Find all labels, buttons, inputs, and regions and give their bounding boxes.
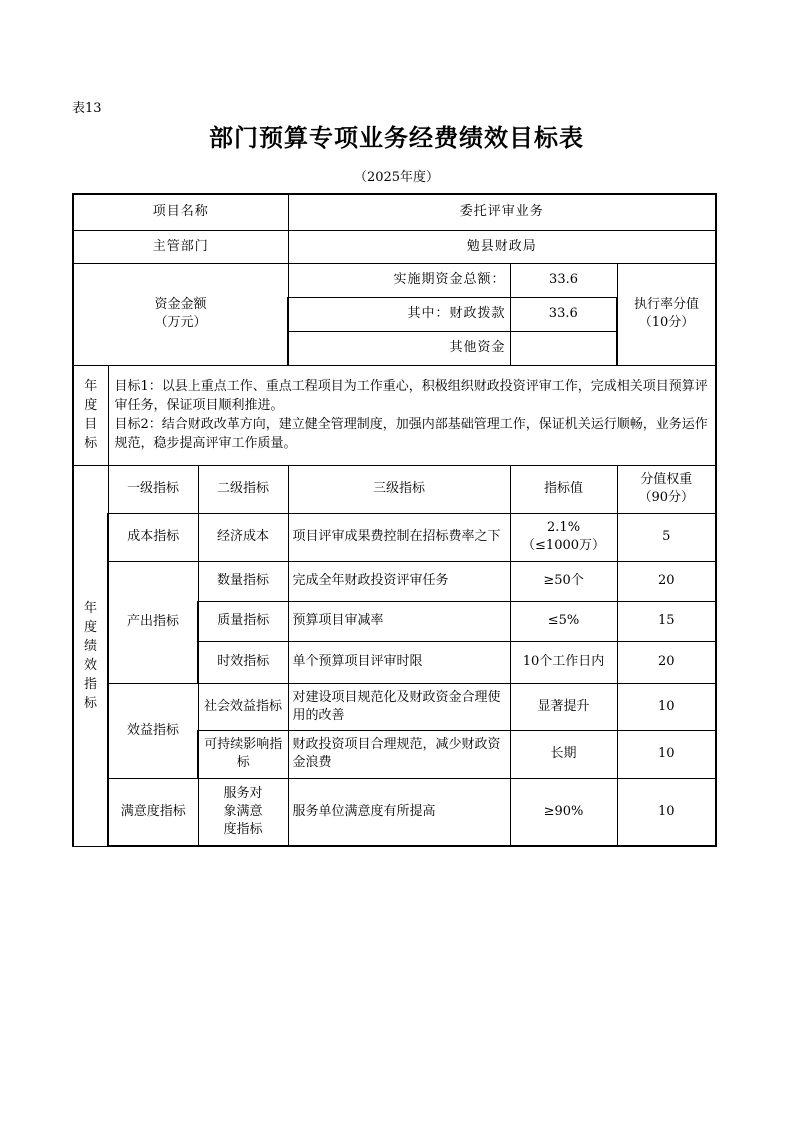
output-level1: 产出指标 xyxy=(108,561,198,683)
output-weight: 15 xyxy=(617,601,716,641)
header-weight: 分值权重 （90分） xyxy=(617,465,716,513)
indicator-header-row xyxy=(73,465,716,513)
benefit-level3: 对建设项目规范化及财政资金合理使用的改善 xyxy=(288,683,510,730)
cost-value: 2.1% （≤1000万） xyxy=(510,513,617,561)
funds-label-line1: 资金金额 xyxy=(154,297,207,312)
department-label: 主管部门 xyxy=(73,230,288,263)
fiscal-year-note: （2025年度） xyxy=(353,170,440,185)
output-value: ≤5% xyxy=(510,601,617,641)
satisfaction-level2: 服务对象满意度指标 xyxy=(198,778,288,846)
benefit-level2: 社会效益指标 xyxy=(198,683,288,730)
benefit-weight: 10 xyxy=(617,730,716,778)
table-row xyxy=(73,778,716,846)
satisfaction-level1: 满意度指标 xyxy=(108,778,198,846)
execution-rate-line1: 执行率分值 xyxy=(634,297,700,312)
output-weight: 20 xyxy=(617,641,716,683)
table-row xyxy=(73,683,716,730)
annual-goal-1: 目标1：以县上重点工作、重点工程项目为工作重心，积极组织财政投资评审工作，完成相关项目预算评审任务，保证项目顺利推进。 xyxy=(114,379,708,413)
performance-target-table xyxy=(72,193,717,847)
funds-other-label: 其他资金 xyxy=(288,331,510,365)
output-value: ≥50个 xyxy=(510,561,617,601)
funds-amount-label xyxy=(73,263,288,365)
department-value: 勉县财政局 xyxy=(288,230,716,263)
annual-goal-row xyxy=(73,365,716,465)
header-value: 指标值 xyxy=(510,465,617,513)
satisfaction-level3: 服务单位满意度有所提高 xyxy=(288,778,510,846)
funds-fiscal-label: 其中：财政拨款 xyxy=(288,297,510,331)
output-level2: 质量指标 xyxy=(198,601,288,641)
project-name-row xyxy=(73,194,716,230)
header-level1: 一级指标 xyxy=(108,465,198,513)
output-weight: 20 xyxy=(617,561,716,601)
satisfaction-value: ≥90% xyxy=(510,778,617,846)
output-level3: 完成全年财政投资评审任务 xyxy=(288,561,510,601)
cost-level1: 成本指标 xyxy=(108,513,198,561)
cost-weight: 5 xyxy=(617,513,716,561)
benefit-level1: 效益指标 xyxy=(108,683,198,778)
benefit-weight: 10 xyxy=(617,683,716,730)
annual-goal-2: 目标2：结合财政改革方向，建立健全管理制度，加强内部基础管理工作，保证机关运行顺畅，业务运作规范，稳步提高评审工作质量。 xyxy=(114,417,708,451)
page-title: 部门预算专项业务经费绩效目标表 xyxy=(209,123,584,152)
execution-rate-line2: （10分） xyxy=(638,315,695,330)
benefit-level3: 财政投资项目合理规范，减少财政资金浪费 xyxy=(288,730,510,778)
output-level2: 数量指标 xyxy=(198,561,288,601)
table-row xyxy=(73,513,716,561)
cost-level2: 经济成本 xyxy=(198,513,288,561)
funds-total-row xyxy=(73,263,716,297)
output-level2: 时效指标 xyxy=(198,641,288,683)
funds-label-line2: （万元） xyxy=(154,315,207,330)
project-name-label: 项目名称 xyxy=(73,194,288,230)
benefit-value: 长期 xyxy=(510,730,617,778)
funds-total-value: 33.6 xyxy=(510,263,617,297)
table-number-label: 表13 xyxy=(72,101,102,116)
department-row xyxy=(73,230,716,263)
benefit-level2: 可持续影响指标 xyxy=(198,730,288,778)
execution-rate-score xyxy=(617,263,716,365)
annual-goal-label: 年度目标 xyxy=(73,365,108,465)
funds-other-value xyxy=(510,331,617,365)
table-row xyxy=(73,561,716,601)
benefit-value: 显著提升 xyxy=(510,683,617,730)
cost-level3: 项目评审成果费控制在招标费率之下 xyxy=(288,513,510,561)
funds-fiscal-value: 33.6 xyxy=(510,297,617,331)
header-level2: 二级指标 xyxy=(198,465,288,513)
project-name-value: 委托评审业务 xyxy=(288,194,716,230)
annual-performance-indicator-label: 年度绩效指标 xyxy=(73,465,108,846)
satisfaction-weight: 10 xyxy=(617,778,716,846)
header-level3: 三级指标 xyxy=(288,465,510,513)
funds-total-label: 实施期资金总额： xyxy=(288,263,510,297)
output-value: 10个工作日内 xyxy=(510,641,617,683)
output-level3: 单个预算项目评审时限 xyxy=(288,641,510,683)
annual-goal-content xyxy=(108,365,716,465)
output-level3: 预算项目审减率 xyxy=(288,601,510,641)
